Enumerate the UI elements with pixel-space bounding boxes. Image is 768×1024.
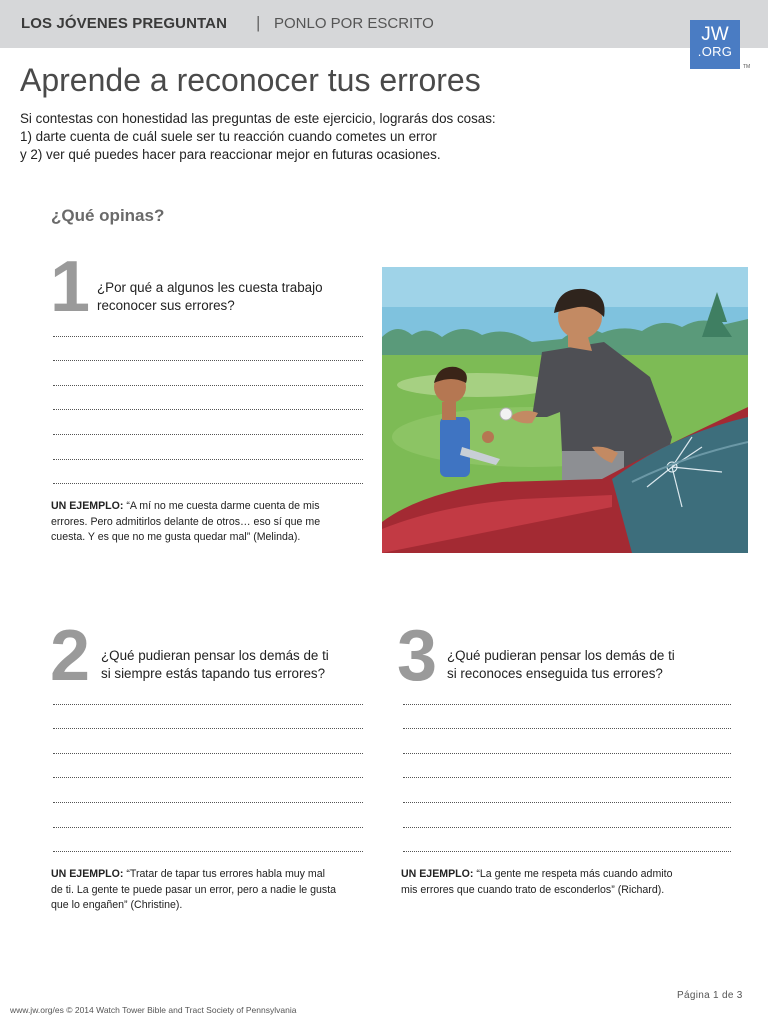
question-number-2: 2 — [50, 616, 89, 696]
header-separator: | — [256, 13, 261, 32]
trademark-mark: TM — [743, 64, 751, 70]
example-3 — [401, 867, 672, 898]
answer-line[interactable] — [53, 312, 363, 337]
question-number-3: 3 — [397, 616, 436, 696]
answer-line[interactable] — [53, 386, 363, 411]
series-title: LOS JÓVENES PREGUNTAN — [21, 15, 228, 32]
question-number-1: 1 — [50, 247, 89, 327]
answer-line[interactable] — [53, 337, 363, 362]
example-line: “Tratar de tapar tus errores habla muy mal — [126, 868, 325, 880]
answer-lines-3[interactable] — [403, 680, 731, 852]
logo-jw-text: JW — [701, 24, 729, 45]
intro-line: Si contestas con honestidad las preguntas de este ejercicio, lograrás dos cosas: — [20, 111, 496, 126]
question-line: ¿Por qué a algunos les cuesta trabajo — [97, 280, 323, 295]
example-line: mis errores que cuando trato de esconderlos” (Richard). — [401, 883, 665, 896]
answer-line[interactable] — [53, 435, 363, 460]
example-label: UN EJEMPLO: — [51, 500, 124, 512]
answer-line[interactable] — [53, 680, 363, 705]
example-line: “A mí no me cuesta darme cuenta de mis — [126, 500, 320, 512]
answer-line[interactable] — [53, 705, 363, 730]
question-1-text — [97, 279, 323, 315]
example-label: UN EJEMPLO: — [401, 868, 474, 880]
section-title: PONLO POR ESCRITO — [274, 15, 434, 32]
answer-line[interactable] — [53, 828, 363, 853]
answer-line[interactable] — [53, 778, 363, 803]
question-line: si reconoces enseguida tus errores? — [447, 666, 663, 681]
answer-line[interactable] — [403, 754, 731, 779]
answer-line[interactable] — [53, 460, 363, 485]
answer-lines-2[interactable] — [53, 680, 363, 852]
example-label: UN EJEMPLO: — [51, 868, 124, 880]
question-line: si siempre estás tapando tus errores? — [101, 666, 326, 681]
example-line: errores. Pero admitirlos delante de otros… eso sí que me — [51, 515, 321, 528]
answer-line[interactable] — [403, 778, 731, 803]
answer-line[interactable] — [403, 680, 731, 705]
intro-line: 1) darte cuenta de cuál suele ser tu reacción cuando cometes un error — [20, 129, 437, 144]
page-number: Página 1 de 3 — [677, 990, 743, 1001]
example-line: cuesta. Y es que no me gusta quedar mal” (Melinda). — [51, 531, 301, 543]
father-son-broken-windshield-illustration — [382, 267, 748, 553]
question-line: reconocer sus errores? — [97, 298, 235, 313]
answer-line[interactable] — [403, 828, 731, 853]
answer-line[interactable] — [53, 361, 363, 386]
page-title: Aprende a reconocer tus errores — [20, 62, 481, 98]
answer-lines-1[interactable] — [53, 312, 363, 484]
question-line: ¿Qué pudieran pensar los demás de ti — [101, 648, 329, 663]
jw-org-logo[interactable] — [690, 20, 740, 69]
answer-line[interactable] — [403, 803, 731, 828]
example-line: “La gente me respeta más cuando admito — [476, 868, 673, 880]
answer-line[interactable] — [53, 729, 363, 754]
example-1 — [51, 499, 320, 546]
example-line: que lo engañen” (Christine). — [51, 899, 183, 911]
question-2-text — [101, 647, 329, 683]
section-subheading: ¿Qué opinas? — [51, 206, 165, 225]
example-2 — [51, 867, 336, 914]
answer-line[interactable] — [53, 410, 363, 435]
answer-line[interactable] — [403, 705, 731, 730]
question-3-text — [447, 647, 675, 683]
answer-line[interactable] — [53, 754, 363, 779]
intro-line: y 2) ver qué puedes hacer para reaccionar mejor en futuras ocasiones. — [20, 147, 441, 162]
copyright-footer[interactable]: www.jw.org/es © 2014 Watch Tower Bible and Tract Society of Pennsylvania — [10, 1005, 297, 1015]
intro-paragraph — [20, 110, 580, 164]
answer-line[interactable] — [53, 803, 363, 828]
question-line: ¿Qué pudieran pensar los demás de ti — [447, 648, 675, 663]
answer-line[interactable] — [403, 729, 731, 754]
example-line: de ti. La gente te puede pasar un error, pero a nadie le gusta — [51, 883, 337, 896]
logo-org-text: .ORG — [697, 44, 733, 59]
